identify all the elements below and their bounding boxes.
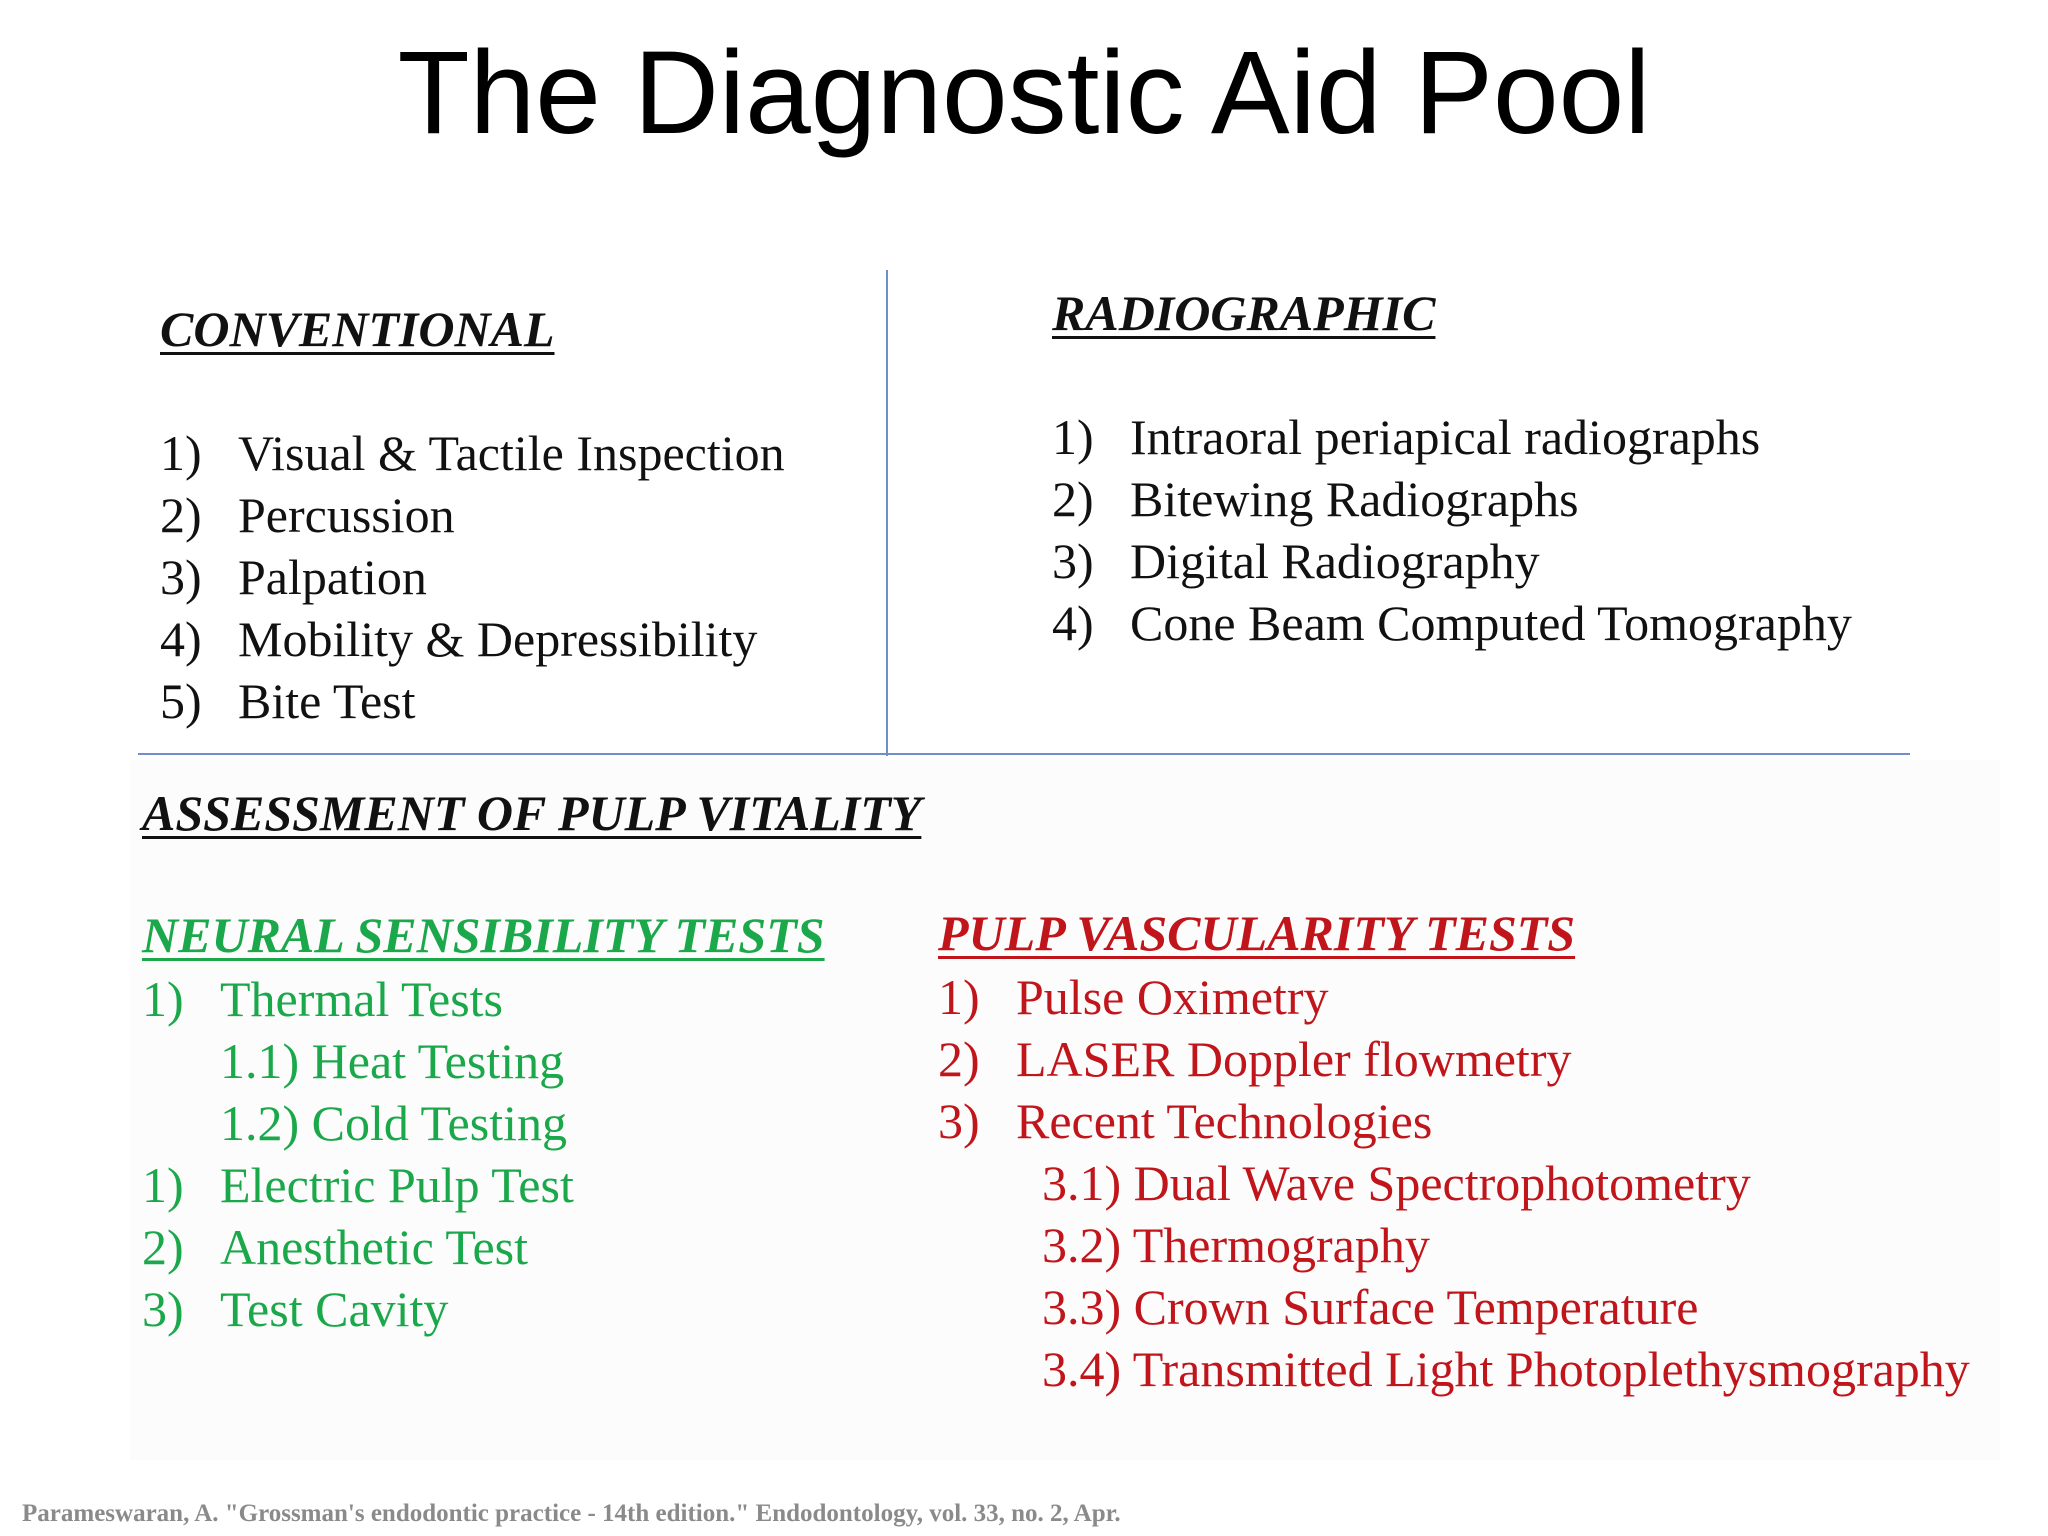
list-item: 1.2) Cold Testing (220, 1095, 567, 1151)
list-item: 1) Pulse Oximetry (938, 969, 1329, 1025)
list-item: 2) LASER Doppler flowmetry (938, 1031, 1572, 1087)
radiographic-heading: RADIOGRAPHIC (1052, 285, 1436, 341)
list-item: 4) Cone Beam Computed Tomography (1052, 595, 1852, 651)
conventional-list (160, 422, 785, 732)
list-item: 2) Anesthetic Test (142, 1219, 529, 1275)
list-item: 2) Bitewing Radiographs (1052, 471, 1579, 527)
neural-heading: NEURAL SENSIBILITY TESTS (142, 907, 825, 963)
list-item: 3) Digital Radiography (1052, 533, 1540, 589)
neural-list (142, 968, 574, 1340)
list-item: 3) Palpation (160, 549, 427, 605)
assessment-heading: ASSESSMENT OF PULP VITALITY (142, 785, 922, 841)
list-item: 3) Test Cavity (142, 1281, 449, 1337)
citation: Parameswaran, A. "Grossman's endodontic practice - 14th edition." Endodontology, vol. 33, no. 2, Apr. (22, 1500, 1121, 1527)
list-item: 1) Visual & Tactile Inspection (160, 425, 785, 481)
list-item: 1) Thermal Tests (142, 971, 504, 1027)
vertical-divider (886, 270, 888, 756)
page-title: The Diagnostic Aid Pool (397, 27, 1651, 159)
list-item: 2) Percussion (160, 487, 455, 543)
list-item: 3.2) Thermography (1042, 1217, 1430, 1273)
radiographic-list (1052, 406, 1852, 654)
list-item: 1.1) Heat Testing (220, 1033, 565, 1089)
list-item: 3) Recent Technologies (938, 1093, 1433, 1149)
list-item: 1) Electric Pulp Test (142, 1157, 574, 1213)
list-item: 3.3) Crown Surface Temperature (1042, 1279, 1699, 1335)
list-item: 4) Mobility & Depressibility (160, 611, 758, 667)
list-item: 3.1) Dual Wave Spectrophotometry (1042, 1155, 1751, 1211)
conventional-heading: CONVENTIONAL (160, 301, 555, 357)
vascular-heading: PULP VASCULARITY TESTS (938, 905, 1576, 961)
list-item: 1) Intraoral periapical radiographs (1052, 409, 1761, 465)
list-item: 3.4) Transmitted Light Photoplethysmography (1042, 1341, 1970, 1397)
list-item: 5) Bite Test (160, 673, 416, 729)
vascular-list (938, 966, 1970, 1400)
horizontal-divider (138, 753, 1910, 755)
